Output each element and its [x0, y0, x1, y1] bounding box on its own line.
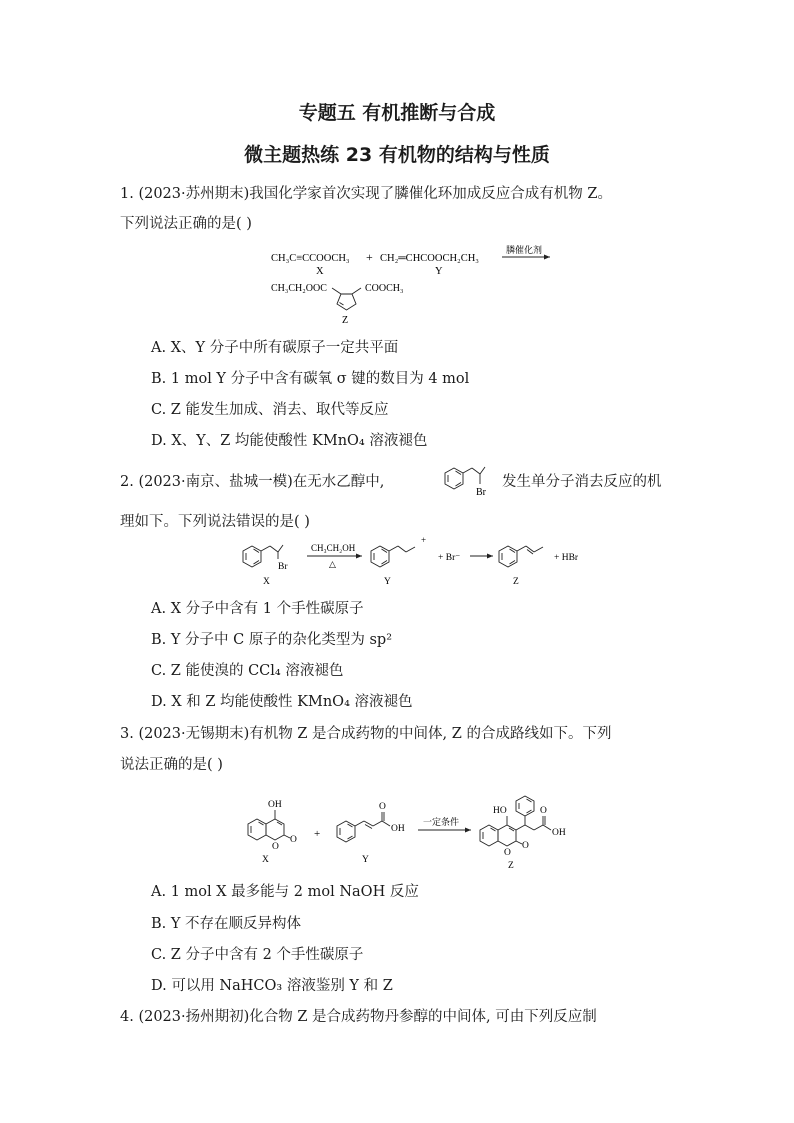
q3-y-carbonyl-o: O: [379, 802, 386, 812]
q1-reaction-figure: [268, 244, 568, 326]
q2-inline-structure: [438, 458, 500, 500]
q1-option-c[interactable]: C. Z 能发生加成、消去、取代等反应: [151, 402, 389, 418]
q2-plus-br-ion: + Br⁻: [438, 553, 461, 563]
q3-x-ring-o: O: [272, 842, 279, 852]
q1-stem-line1: 1. (2023·苏州期末)我国化学家首次实现了膦催化环加成反应合成有机物 Z。: [120, 186, 612, 202]
q2-mechanism-figure: [238, 534, 598, 588]
q3-x-structure: [248, 810, 290, 840]
q1-arrow-head: [544, 255, 550, 260]
q2-stem-line2: 理如下。下列说法错误的是( ): [120, 514, 310, 530]
q2-y-charge: +: [421, 535, 427, 545]
q2-x-structure: [243, 545, 283, 567]
q3-y-oh: OH: [391, 824, 405, 834]
q3-plus: +: [314, 828, 321, 840]
q1-label-y: Y: [435, 266, 443, 277]
q3-condition: 一定条件: [423, 817, 460, 827]
q3-synthesis-figure: [234, 786, 614, 876]
q2-label-z: Z: [513, 577, 519, 587]
q2-option-b[interactable]: B. Y 分子中 C 原子的杂化类型为 sp²: [151, 632, 393, 648]
q2-stem-line1a: 2. (2023·南京、盐城一模)在无水乙醇中,: [120, 474, 385, 490]
q2-option-a[interactable]: A. X 分子中含有 1 个手性碳原子: [151, 601, 364, 617]
q2-condition-top: CH₃CH₂OH: [311, 543, 356, 553]
q2-inline-br: Br: [476, 487, 486, 498]
q2-label-x: X: [263, 577, 270, 587]
q3-z-oh: OH: [552, 828, 566, 838]
q2-x-br: Br: [278, 562, 288, 572]
q3-z-ring-o: O: [504, 848, 511, 858]
q1-catalyst: 膦催化剂: [506, 245, 543, 255]
q2-stem-line1b: 发生单分子消去反应的机: [502, 474, 662, 490]
q3-option-a[interactable]: A. 1 mol X 最多能与 2 mol NaOH 反应: [151, 884, 419, 900]
q3-z-structure: [480, 796, 551, 846]
q3-option-b[interactable]: B. Y 不存在顺反异构体: [151, 916, 302, 932]
q3-option-d[interactable]: D. 可以用 NaHCO₃ 溶液鉴别 Y 和 Z: [151, 978, 393, 994]
q1-plus: +: [366, 250, 373, 264]
q1-z-left-group: CH₃CH₂OOC: [271, 283, 327, 294]
q1-y-formula: CH₂═CHCOOCH₂CH₃: [380, 253, 479, 264]
q1-x-formula: CH₃C≡CCOOCH₃: [271, 253, 350, 264]
q3-stem-line1: 3. (2023·无锡期末)有机物 Z 是合成药物的中间体, Z 的合成路线如下。下列: [120, 726, 612, 742]
q2-option-c[interactable]: C. Z 能使溴的 CCl₄ 溶液褪色: [151, 663, 344, 679]
q1-z-cyclopentene-ring: [332, 288, 361, 310]
q1-label-z: Z: [342, 315, 349, 326]
q2-option-d[interactable]: D. X 和 Z 均能使酸性 KMnO₄ 溶液褪色: [151, 694, 413, 710]
q3-label-x: X: [262, 855, 269, 865]
q2-y-structure: [371, 546, 415, 567]
q1-option-d[interactable]: D. X、Y、Z 均能使酸性 KMnO₄ 溶液褪色: [151, 433, 428, 449]
q3-option-c[interactable]: C. Z 分子中含有 2 个手性碳原子: [151, 947, 364, 963]
q3-y-structure: [337, 812, 390, 842]
q3-x-carbonyl-o: O: [290, 835, 297, 845]
q1-z-right-group: COOCH₃: [365, 283, 404, 294]
q2-condition-bottom: △: [329, 559, 336, 569]
q3-z-ho: HO: [493, 806, 507, 816]
q1-option-b[interactable]: B. 1 mol Y 分子中含有碳氧 σ 键的数目为 4 mol: [151, 371, 470, 387]
q3-stem-line2: 说法正确的是( ): [120, 757, 223, 773]
q1-label-x: X: [316, 266, 324, 277]
q3-label-z: Z: [508, 861, 514, 871]
q2-label-y: Y: [384, 577, 391, 587]
subsection-title: 微主题热练 23 有机物的结构与性质: [244, 144, 550, 166]
q3-label-y: Y: [362, 855, 369, 865]
q3-x-oh: OH: [268, 800, 282, 810]
q3-z-carbonyl-o: O: [522, 841, 529, 851]
q1-option-a[interactable]: A. X、Y 分子中所有碳原子一定共平面: [151, 340, 399, 356]
q2-z-structure: [499, 546, 543, 567]
section-title: 专题五 有机推断与合成: [298, 102, 496, 124]
q4-stem-line1: 4. (2023·扬州期初)化合物 Z 是合成药物丹参醇的中间体, 可由下列反应制: [120, 1009, 597, 1025]
q2-plus-hbr: + HBr: [554, 553, 579, 563]
q1-stem-line2: 下列说法正确的是( ): [120, 216, 252, 232]
q3-z-acid-o: O: [540, 806, 547, 816]
